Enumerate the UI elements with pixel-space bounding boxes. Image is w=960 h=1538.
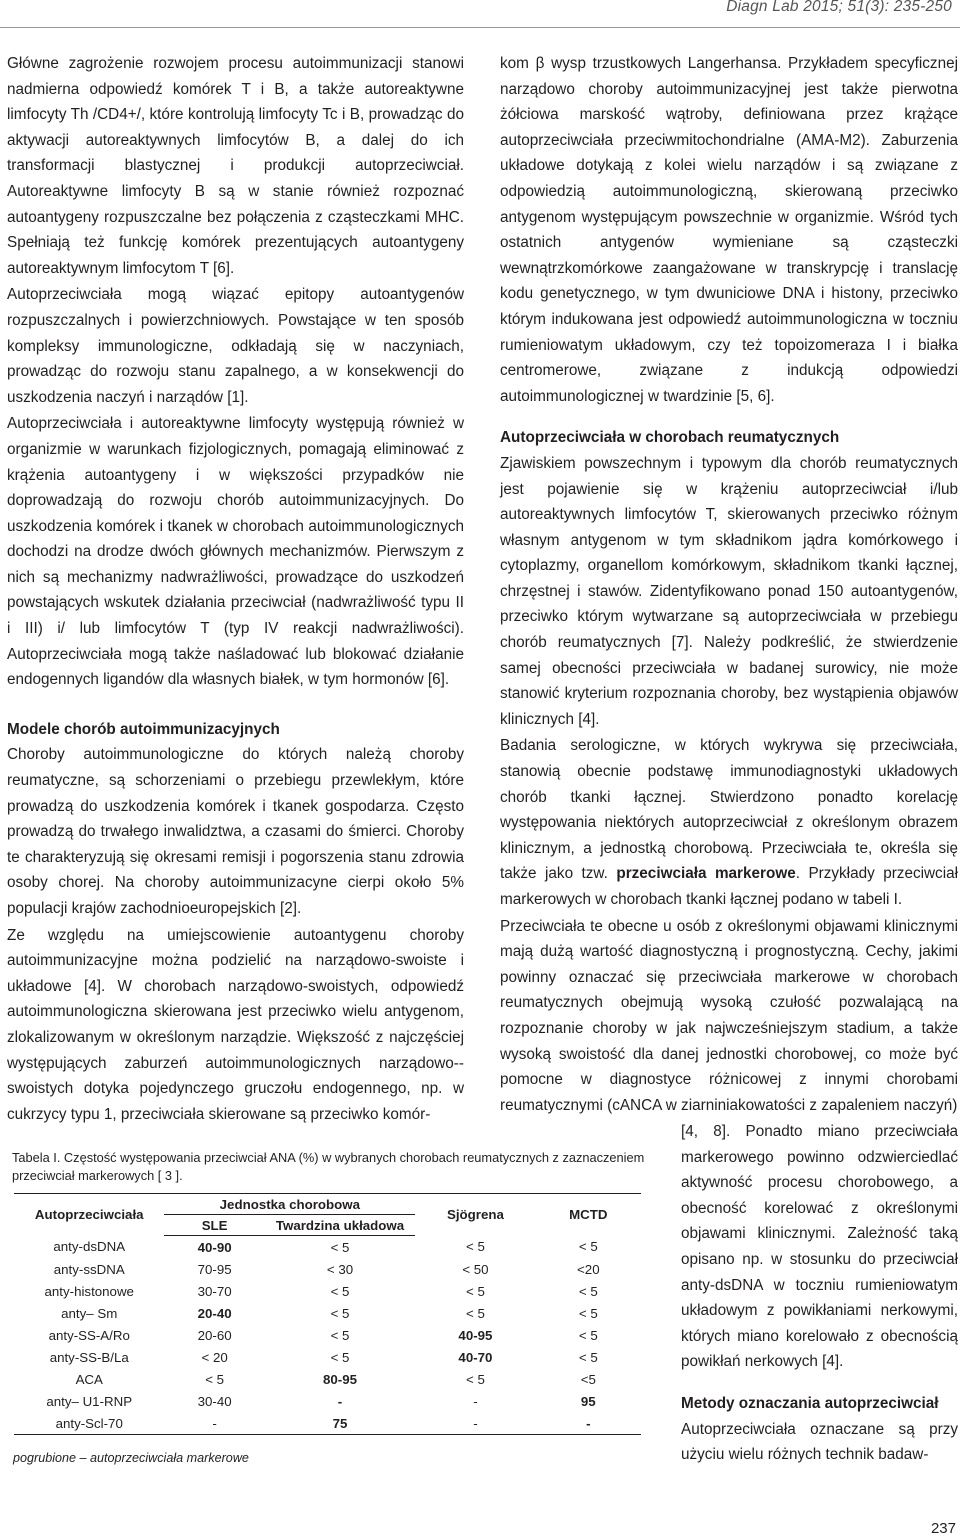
header-rule: [0, 27, 960, 28]
paragraph: kom β wysp trzustkowych Langerhansa. Przykładem specyficznej narządowo choroby autoimmunizacyjnej jest także pierwotna żółciowa marskość wątroby, definiowana przez krążące autoprzeciwciała przeciwmitochondrialne (AMA-M2). Zaburzenia układowe dotykają z kolei wielu narządów i są związane z odpowiedzią autoimmunologiczną, skierowaną przeciwko antygenom występującym powszechnie w organizmie. Wśród tych ostatnich antygenów wymieniane są cząsteczki wewnątrzkomórkowe zaangażowane w transkrypcję i translację kodu genetycznego, w tym dwuniciowe DNA i histony, przeciwko którym indukowana jest odpowiedź autoimmunologiczna w toczniu rumieniowatym układowym, czy też topoizomeraza I i białka centromerowe, związane z indukcją odpowiedzi autoimmunologicznej w twardzinie [5, 6].: [500, 55, 958, 405]
frequency-cell: < 5: [578, 1349, 598, 1365]
frequency-cell: <20: [577, 1261, 600, 1277]
antibody-name-cell: anty-histonowe: [44, 1283, 134, 1299]
frequency-cell: < 5: [578, 1327, 598, 1343]
table-row: [14, 1368, 641, 1390]
frequency-cell: < 5: [205, 1371, 225, 1387]
right-column-continuation: [681, 1119, 958, 1468]
paragraph: Autoprzeciwciała mogą wiązać epitopy autoantygenów rozpuszczalnych i powierzchniowych. Powstające w ten sposób kompleksy immunologiczne, odkładają się w naczyniach, prowadząc do rozwoju stanu zapalnego, a w konsekwencji do uszkodzenia naczyń i narządów [1].: [7, 286, 464, 406]
table-row: [14, 1236, 641, 1259]
paragraph: Autoprzeciwciała i autoreaktywne limfocyty występują również w organizmie w warunkach fizjologicznych, pomagają eliminować z krążenia autoantygeny i w większości przypadków nie doprowadzają do rozwoju chorób autoimmunizacyjnych. Do uszkodzenia komórek i tkanek w chorobach autoimmunologicznych dochodzi na drodze dwóch głównych mechanizmów. Pierwszym z nich są mechanizmy nadwrażliwości, prowadzące do uszkodzeń powstających wskutek działania przeciwciał (nadwrażliwość typu II i III) i/ lub limfocytów T (typ IV reakcji nadwrażliwości). Autoprzeciwciała mogą także naśladować lub blokować działanie endogennych ligandów dla własnych białek, w tym hormonów [6].: [7, 415, 464, 689]
frequency-cell: -: [337, 1393, 343, 1409]
column-group-header: Jednostka chorobowa: [164, 1194, 415, 1215]
frequency-cell: < 5: [330, 1239, 350, 1255]
table-row: [14, 1390, 641, 1412]
left-column: [7, 51, 464, 1127]
paragraph: Przeciwciała te obecne u osób z określonymi objawami klinicznymi mają dużą wartość diagnostyczną i prognostyczną. Cechy, jakimi powinny oznaczać się przeciwciała markerowe w chorobach reumatycznych obejmują wysoką czułość pozwalającą na rozpoznanie choroby w jak najwcześniejszym stadium, a także wysoką swoistość dla danej jednostki chorobowej, co może być pomocne w diagnostyce różnicowej z innymi chorobami reumatycznymi (cANCA w ziarniniakowatości z zapaleniem naczyń): [500, 917, 958, 1114]
frequency-cell: < 5: [330, 1283, 350, 1299]
frequency-cell: < 5: [330, 1349, 350, 1365]
frequency-cell: 40-70: [458, 1349, 493, 1365]
running-head-citation: Diagn Lab 2015; 51(3): 235-250: [726, 0, 952, 15]
table-row: [14, 1302, 641, 1324]
paragraph: Autoprzeciwciała oznaczane są przy użyciu wielu różnych technik badaw-: [681, 1420, 958, 1464]
frequency-cell: 40-90: [197, 1239, 232, 1255]
frequency-cell: 70-95: [197, 1261, 232, 1277]
paragraph: Ze względu na umiejscowienie autoantygenu choroby autoimmunizacyjne można podzielić na narządowo-swoiste i układowe [4]. W chorobach narządowo-swoistych, odpowiedź autoimmunologiczna skierowana jest przeciwko wielu antygenom, zlokalizowanym w określonym narządzie. Większość z najczęściej występujących zaburzeń autoimmunologicznych narządowo--swoistych dotyka pojedynczego gruczołu endogennego, np. w cukrzycy typu 1, przeciwciała skierowane są przeciwko komór-: [7, 926, 464, 1123]
table-row: [14, 1412, 641, 1435]
frequency-cell: 80-95: [323, 1371, 358, 1387]
frequency-cell: 30-70: [197, 1283, 232, 1299]
paragraph: Choroby autoimmunologiczne do których należą choroby reumatyczne, są schorzeniami o przebiegu przewlekłym, które prowadzą do uszkodzenia komórek i tkanek gospodarza. Często prowadzą do trwałego inwalidztwa, a czasami do śmierci. Choroby te charakteryzują się okresami remisji i pogorszenia stanu zdrowia osoby chorej. Na choroby autoimmunizacyne cierpi około 5% populacji krajów zachodnioeuropejskich [2].: [7, 746, 464, 917]
frequency-cell: 40-95: [458, 1327, 493, 1343]
frequency-cell: < 5: [578, 1283, 598, 1299]
paragraph: Badania serologiczne, w których wykrywa się przeciwciała, stanowią obecnie podstawę immunodiagnostyki układowych chorób tkanki łącznej. Stwierdzono ponadto korelację występowania niektórych autoprzeciwciał z określonym obrazem klinicznym, a jednostką chorobową. Przeciwciała te, określa się także jako tzw. przeciwciała markerowe. Przykłady przeciwciał markerowych w chorobach tkanki łącznej podano w tabeli I.: [500, 737, 959, 908]
antibody-name-cell: anty– Sm: [61, 1305, 118, 1321]
frequency-cell: < 5: [578, 1239, 598, 1255]
frequency-cell: < 30: [326, 1261, 354, 1277]
column-header: Autoprzeciwciała: [34, 1207, 144, 1223]
frequency-cell: < 5: [330, 1327, 350, 1343]
frequency-cell: < 5: [466, 1305, 485, 1321]
frequency-cell: 20-40: [197, 1305, 232, 1321]
frequency-cell: -: [536, 1412, 641, 1435]
column-header: Twardzina układowa: [265, 1215, 415, 1236]
section-heading: Metody oznaczania autoprzeciwciał: [681, 1394, 939, 1412]
paragraph: [4, 8]. Ponadto miano przeciwciała markerowego powinno odzwierciedlać aktywność procesu chorobowego, a obecność korelować z określonymi objawami klinicznymi. Zależność taką opisano np. w stosunku do przeciwciał anty-dsDNA w toczniu rumieniowatym układowym z powikłaniami nerkowymi, których miano korelowało z obecnością powikłań nerkowych [4].: [681, 1123, 958, 1371]
frequency-cell: -: [415, 1412, 535, 1435]
frequency-cell: 95: [580, 1393, 596, 1409]
antibody-name-cell: ACA: [75, 1371, 103, 1387]
frequency-cell: <5: [580, 1371, 596, 1387]
table-row: [14, 1324, 641, 1346]
section-heading: Autoprzeciwciała w chorobach reumatycznych: [500, 429, 840, 447]
page-number: 237: [930, 1520, 956, 1537]
column-header: Sjögrena: [446, 1207, 504, 1223]
antibody-name-cell: anty-dsDNA: [53, 1239, 126, 1255]
table-row: [14, 1280, 641, 1302]
frequency-cell: < 5: [330, 1305, 350, 1321]
frequency-cell: -: [164, 1412, 264, 1435]
table-footnote: pogrubione – autoprzeciwciała markerowe: [13, 1451, 249, 1465]
column-header: SLE: [164, 1215, 264, 1236]
antibody-name-cell: anty– U1-RNP: [46, 1393, 133, 1409]
frequency-cell: < 5: [466, 1239, 485, 1255]
frequency-cell: < 5: [466, 1371, 485, 1387]
antibody-name-cell: anty-Scl-70: [14, 1412, 164, 1435]
frequency-cell: 30-40: [197, 1393, 232, 1409]
frequency-cell: < 20: [201, 1349, 228, 1365]
marker-term: przeciwciała markerowe: [616, 865, 796, 883]
frequency-cell: < 5: [578, 1305, 598, 1321]
right-column: [500, 51, 958, 1118]
table-figure: [0, 1140, 660, 1485]
table-row: [14, 1258, 641, 1280]
section-heading: Modele chorób autoimmunizacyjnych: [7, 720, 280, 738]
frequency-cell: < 50: [462, 1261, 489, 1277]
antibody-table: [14, 1193, 641, 1435]
antibody-name-cell: anty-SS-A/Ro: [48, 1327, 130, 1343]
column-header: MCTD: [569, 1207, 608, 1223]
antibody-name-cell: anty-SS-B/La: [49, 1349, 129, 1365]
frequency-cell: 75: [265, 1412, 415, 1435]
antibody-name-cell: anty-ssDNA: [53, 1261, 125, 1277]
paragraph: Główne zagrożenie rozwojem procesu autoimmunizacji stanowi nadmierna odpowiedź komórek T i B, a także autoreaktywne limfocyty Th /CD4+/, które kontrolują limfocyty Tc i B, prowadząc do aktywacji autoreaktywnych limfocytów B, a dalej do ich transformacji blastycznej i produkcji autoprzeciwciał. Autoreaktywne limfocyty B są w stanie również rozpoznać autoantygeny rozpuszczalne bez połączenia z cząsteczkami MHC. Spełniają też funkcję komórek prezentujących autoantygeny autoreaktywnym limfocytom T [6].: [7, 55, 464, 277]
table-caption: Tabela I. Częstość występowania przeciwciał ANA (%) w wybranych chorobach reumatycznych z zaznaczeniem przeciwciał markerowych [ 3 ].: [12, 1150, 645, 1183]
frequency-cell: -: [473, 1393, 478, 1409]
frequency-cell: 20-60: [197, 1327, 232, 1343]
table-row: [14, 1346, 641, 1368]
frequency-cell: < 5: [466, 1283, 485, 1299]
paragraph: Zjawiskiem powszechnym i typowym dla chorób reumatycznych jest pojawienie się w krążeniu autoprzeciwciał i/lub autoreaktywnych limfocytów T, skierowanych przeciwko różnym własnym antygenom w tym składnikom jądra komórkowego i cytoplazmy, organellom komórkowym, składnikom tkanki łącznej, chrzęstnej i stawów. Zidentyfikowano ponad 150 autoantygenów, przeciwko którym wytwarzane są autoprzeciwciała w przebiegu chorób reumatycznych [7]. Należy podkreślić, że stwierdzenie samej obecności przeciwciała w badanej surowicy, nie może stanowić kryterium rozpoznania choroby, bez wystąpienia objawów klinicznych [4].: [500, 454, 958, 728]
